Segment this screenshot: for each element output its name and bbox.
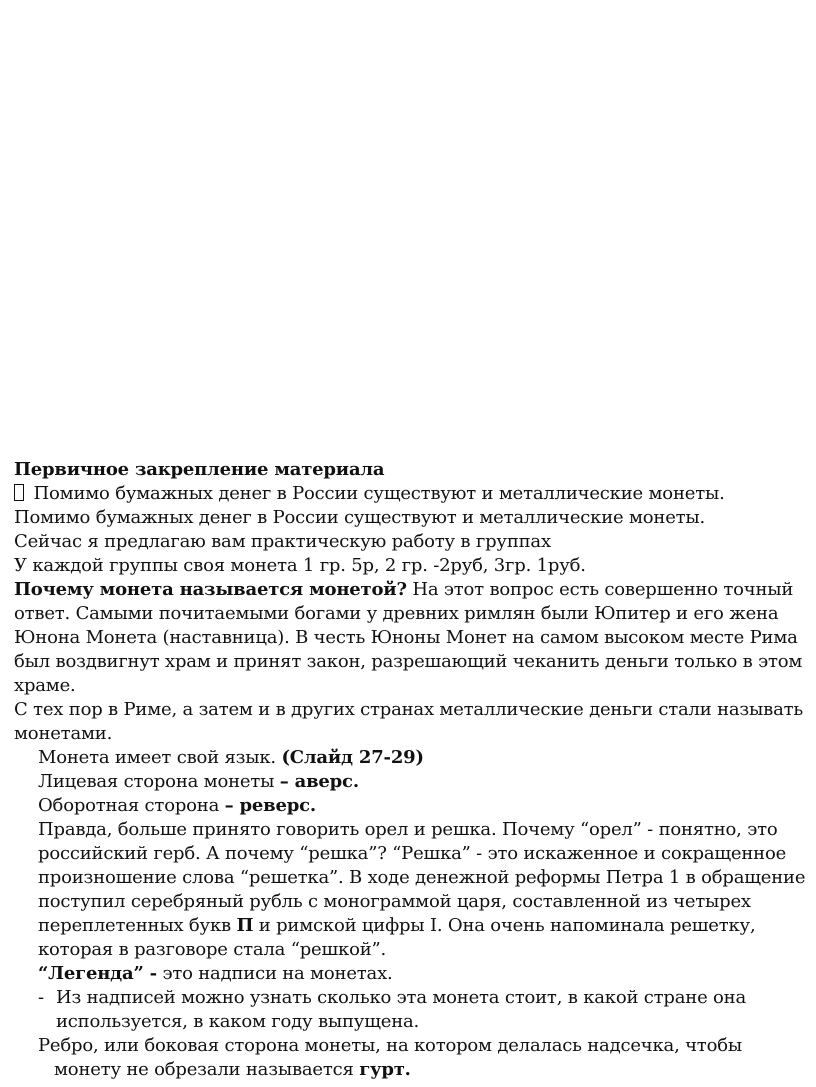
paragraph-coin-language	[14, 746, 810, 770]
paragraph-revers	[14, 794, 810, 818]
paragraph-avers	[14, 770, 810, 794]
paragraph-group-work: Сейчас я предлагаю вам практическую работу в группах	[14, 531, 551, 552]
paragraph-group-coins: У каждой группы своя монета 1 гр. 5р, 2 гр. -2руб, 3гр. 1руб.	[14, 555, 586, 576]
slide-ref: (Слайд 27-29)	[281, 747, 424, 768]
paragraph-orel-reshka	[14, 818, 810, 962]
paragraph-paper-money: Помимо бумажных денег в России существуют и металлические монеты.	[14, 507, 706, 528]
paragraph-gurt	[14, 1034, 810, 1082]
orel-text-a: Правда, больше принято говорить орел и решка. Почему “орел” - понятно, это российский герб. А почему “решка”? “Решка” - это искаженное и сокращенное произношение слова “решетка”. В ходе денежной реформы Петра 1 в обращение поступил серебряный рубль с монограммой царя, составленной из четырех переплетенных букв	[38, 819, 806, 936]
gurt-text: Ребро, или боковая сторона монеты, на котором делалась надсечка, чтобы монету не обрезали называется	[38, 1035, 742, 1080]
document-body	[14, 458, 810, 1082]
gurt-term: гурт.	[359, 1059, 411, 1080]
legend-term: “Легенда” -	[38, 963, 157, 984]
coin-language-text: Монета имеет свой язык.	[38, 747, 282, 768]
why-question: Почему монета называется монетой?	[14, 579, 407, 600]
bullet-line	[14, 482, 810, 506]
missing-glyph-icon	[14, 484, 24, 501]
revers-text: Оборотная сторона	[38, 795, 225, 816]
dash-marker: -	[38, 987, 44, 1008]
avers-text: Лицевая сторона монеты	[38, 771, 280, 792]
avers-term: – аверс.	[279, 771, 359, 792]
paragraph-why-coin	[14, 578, 810, 698]
paragraph-legend	[14, 962, 810, 986]
orel-letter: П	[236, 915, 254, 936]
bullet-line-text: Помимо бумажных денег в России существуют и металлические монеты.	[28, 483, 725, 504]
dash-list-item	[14, 986, 810, 1034]
why-answer: На этот вопрос есть совершенно точный ответ. Самыми почитаемыми богами у древних римлян были Юпитер и его жена Юнона Монета (наставница). В честь Юноны Монет на самом высоком месте Рима был воздвигнут храм и принят закон, разрешающий чеканить деньги только в этом храме.	[14, 579, 803, 696]
dash-item-text: Из надписей можно узнать сколько эта монета стоит, в какой стране она используется, в каком году выпущена.	[56, 987, 747, 1032]
paragraph-rome: С тех пор в Риме, а затем и в других странах металлические деньги стали называть монетами.	[14, 699, 803, 744]
legend-text: это надписи на монетах.	[156, 963, 393, 984]
revers-term: – реверс.	[224, 795, 316, 816]
orel-text-b: и римской цифры I. Она очень напоминала решетку, которая в разговоре стала “решкой”.	[38, 915, 756, 960]
section-heading: Первичное закрепление материала	[14, 459, 385, 480]
